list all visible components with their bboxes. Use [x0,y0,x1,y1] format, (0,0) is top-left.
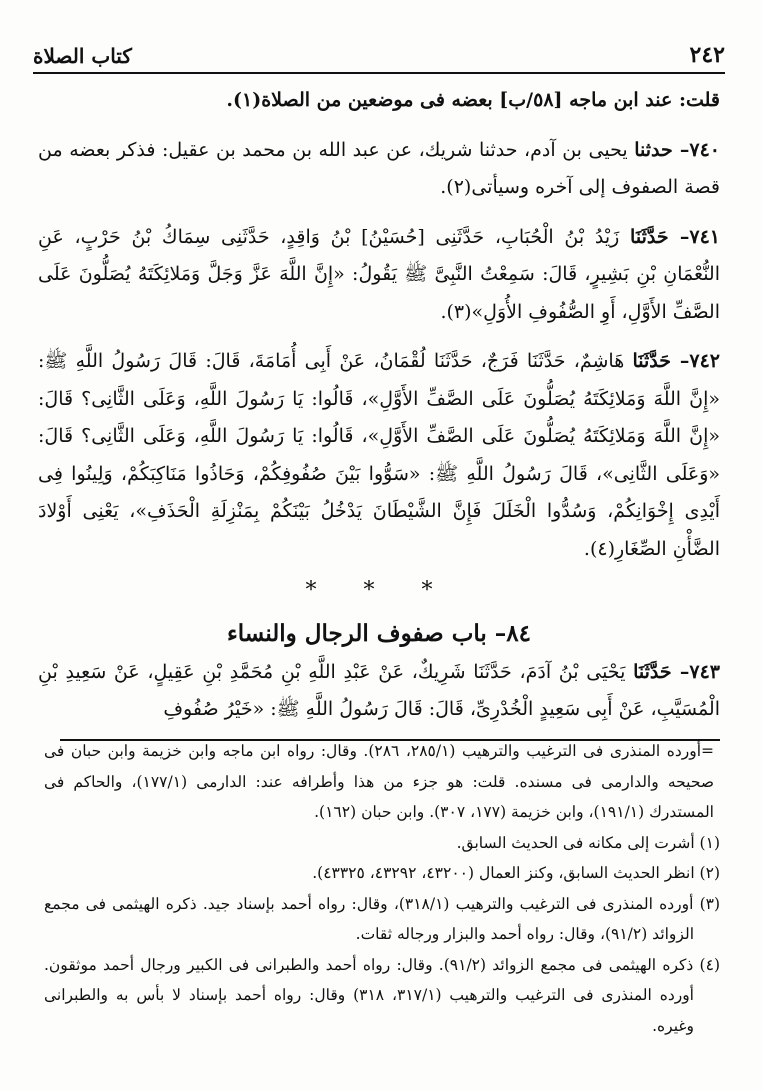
footnote-3: (٣) أورده المنذرى فى الترغيب والترهيب (٣١٨/١)، وقال: رواه أحمد بإسناد جيد. ذكره الهيثمى فى مجمع الزوائد (٩١/٢)، وقال: رواه أحمد والبزار ورجاله ثقات. [44,894,721,943]
footnotes [44,736,720,1041]
hadith-number: ٧٤٢ [689,350,720,372]
hadith-742 [38,343,720,568]
main-text [38,82,720,729]
hadith-narrator-intro: – حَدَّثَنَا [632,350,690,372]
footnote-4: (٤) ذكره الهيثمى فى مجمع الزوائد (٩١/٢). وقال: رواه أحمد والطبرانى فى الكبير ورجال أحمد موثقون. أورده المنذرى فى الترغيب والترهيب (٣١٧/١، ٣١٨) وقال: رواه أحمد بإسناد لا بأس به والطبرانى وغيره. [44,955,720,1035]
hadith-text: يَحْيَى بْنُ آدَمَ، حَدَّثَنَا شَرِيكٌ، عَنْ عَبْدِ اللَّهِ بْنِ مُحَمَّدِ بْنِ عَقِيلٍ، عَنْ سَعِيدِ بْنِ الْمُسَيَّبِ، عَنْ أَبِى سَعِيدٍ الْخُدْرِىِّ، قَالَ: قَالَ رَسُولُ اللَّهِ ﷺ: «خَيْرُ صُفُوفِ [38,660,720,720]
hadith-741 [38,219,720,332]
chapter-title: ٨٤– باب صفوف الرجال والنساء [226,619,531,647]
page-number: ٢٤٢ [689,42,725,68]
hadith-text: زَيْدُ بْنُ الْحُبَابِ، حَدَّثَنِى [حُسَيْنُ] بْنُ وَاقِدٍ، حَدَّثَنِى سِمَاكُ بْنُ حَرْبٍ، عَنِ النُّعْمَانِ بْنِ بَشِيرٍ، قَالَ: سَمِعْتُ النَّبِىَّ ﷺ يَقُولُ: «إِنَّ اللَّهَ عَزَّ وَجَلَّ وَمَلائِكَتَهُ يُصَلُّونَ عَلَى الصَّفِّ الأَوَّلِ، أَوِ الصُّفُوفِ الأُوَلِ»(٣). [38,225,720,323]
footnote-continued: =أورده المنذرى فى الترغيب والترهيب (٢٨٥/١، ٢٨٦). وقال: رواه ابن ماجه وابن خزيمة وابن حبان فى صحيحه والدارمى فى مسنده. قلت: هو جزء من هذا وأطرافه عند: الدارمى (١٧٧/١)، والحاكم فى المستدرك (١٩١/١)، وابن خزيمة (١٧٧، ٣٠٧). وابن حبان (١٦٢). [44,742,715,821]
note-paragraph [38,82,720,120]
footnote-2: (٢) انظر الحديث السابق، وكنز العمال (٤٣٢٠٠، ٤٣٢٩٢، ٤٣٣٢٥). [312,864,720,882]
note-text: قلت: عند ابن ماجه [٥٨/ب] بعضه فى موضعين من الصلاة(١). [226,89,720,111]
hadith-number: ٧٤٠ [689,138,720,161]
hadith-number: ٧٤٣ [689,660,720,683]
hadith-narrator-intro: – حَدَّثَنَا [633,660,690,683]
footnote-1: (١) أشرت إلى مكانه فى الحديث السابق. [456,833,720,852]
hadith-740 [38,132,720,207]
hadith-narrator-intro: – حَدَّثَنَا [630,225,690,248]
book-title: كتاب الصلاة [33,44,132,68]
hadith-text: يحيى بن آدم، حدثنا شريك، عن عبد الله بن محمد بن عقيل: فذكر بعضه من قصة الصفوف إلى آخره وسيأتى(٢). [38,138,720,198]
hadith-text: هَاشِمٌ، حَدَّثَنَا فَرَجٌ، حَدَّثَنَا لُقْمَانُ، عَنْ أَبِى أُمَامَةَ، قَالَ: قَالَ رَسُولُ اللَّهِ ﷺ: «إِنَّ اللَّهَ وَمَلائِكَتَهُ يُصَلُّونَ عَلَى الصَّفِّ الأَوَّلِ»، قَالُوا: يَا رَسُولَ اللَّهِ، وَعَلَى الثَّانِى؟ قَالَ: «إِنَّ اللَّهَ وَمَلائِكَتَهُ يُصَلُّونَ عَلَى الصَّفِّ الأَوَّلِ»، قَالُوا: يَا رَسُولَ اللَّهِ، وَعَلَى الثَّانِى؟ قَالَ: «وَعَلَى الثَّانِى»، قَالَ رَسُولُ اللَّهِ ﷺ: «سَوُّوا بَيْنَ صُفُوفِكُمْ، وَحَاذُوا مَنَاكِبَكُمْ، وَلِينُوا فِى أَيْدِى إِخْوَانِكُمْ، وَسُدُّوا الْخَلَلَ فَإِنَّ الشَّيْطَانَ يَدْخُلُ بَيْنَكُمْ بِمَنْزِلَةِ الْحَذَفِ»، يَعْنِى أَوْلادَ الضَّأْنِ الصِّغَارِ(٤). [38,350,720,560]
hadith-narrator-intro: – حدثنا [634,138,690,161]
section-divider: * * * [305,578,453,603]
hadith-number: ٧٤١ [689,225,720,248]
running-header [33,34,725,74]
hadith-743 [38,654,720,729]
